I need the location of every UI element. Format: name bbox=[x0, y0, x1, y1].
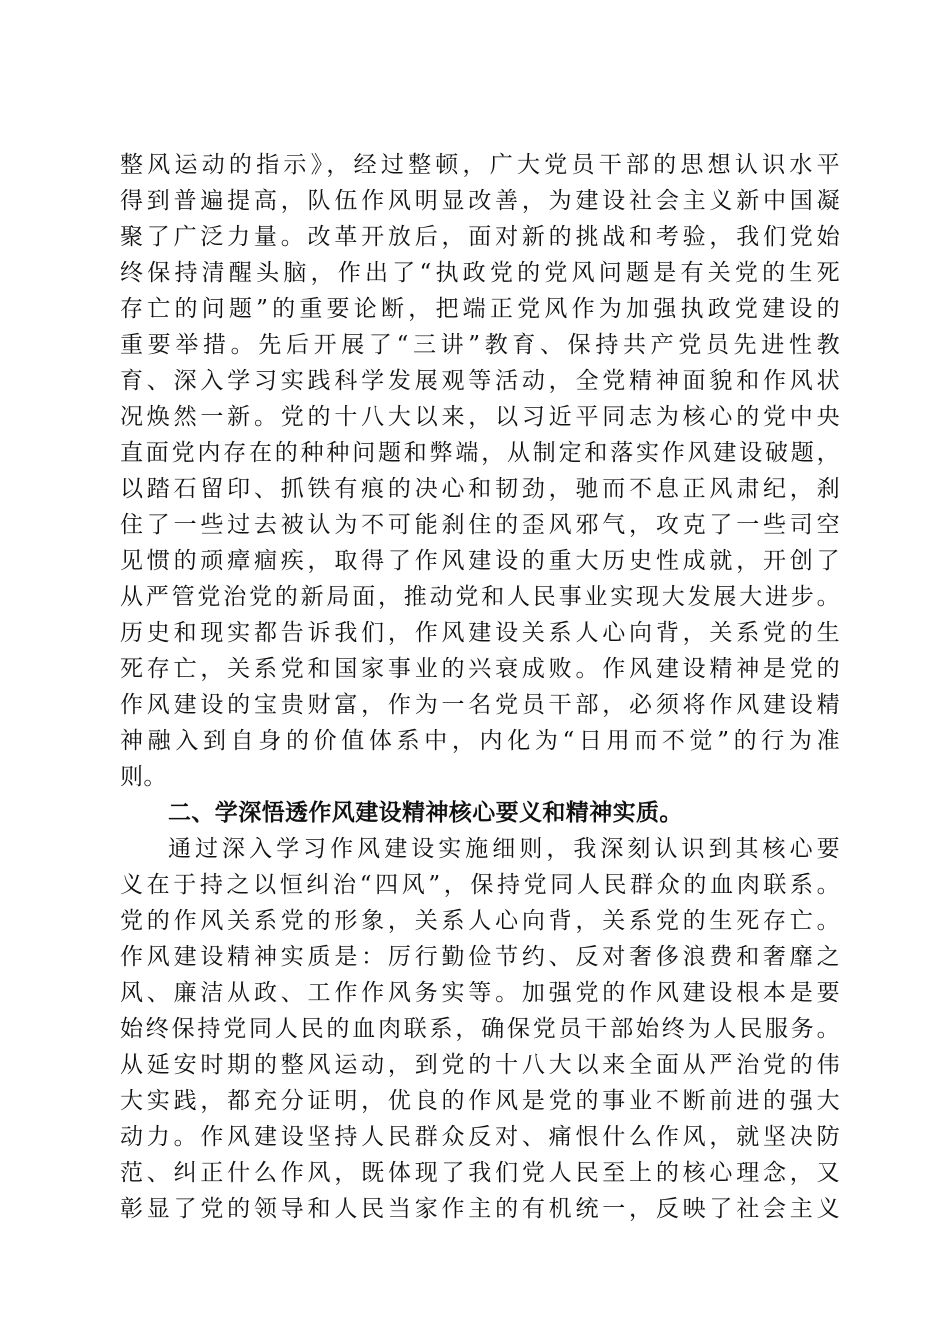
text-line: 死存亡，关系党和国家事业的兴衰成败。作风建设精神是党的 bbox=[120, 656, 840, 682]
text-line: 从严管党治党的新局面，推动党和人民事业实现大发展大进步。 bbox=[120, 584, 840, 610]
text-line: 况焕然一新。党的十八大以来，以习近平同志为核心的党中央 bbox=[120, 404, 840, 430]
text-line: 整风运动的指示》，经过整顿，广大党员干部的思想认识水平 bbox=[120, 152, 840, 178]
text-line: 神融入到自身的价值体系中，内化为“日用而不觉”的行为准 bbox=[120, 728, 840, 754]
text-line: 风、廉洁从政、工作作风务实等。加强党的作风建设根本是要 bbox=[120, 980, 840, 1006]
text-line: 党的作风关系党的形象，关系人心向背，关系党的生死存亡。 bbox=[120, 908, 840, 934]
text-line: 住了一些过去被认为不可能刹住的歪风邪气，攻克了一些司空 bbox=[120, 512, 840, 538]
text-line: 动力。作风建设坚持人民群众反对、痛恨什么作风，就坚决防 bbox=[120, 1124, 840, 1150]
text-line: 作风建设的宝贵财富，作为一名党员干部，必须将作风建设精 bbox=[120, 692, 840, 718]
text-line: 直面党内存在的种种问题和弊端，从制定和落实作风建设破题， bbox=[120, 440, 840, 466]
text-line: 存亡的问题”的重要论断，把端正党风作为加强执政党建设的 bbox=[120, 296, 840, 322]
text-line: 聚了广泛力量。改革开放后，面对新的挑战和考验，我们党始 bbox=[120, 224, 840, 250]
text-line: 通过深入学习作风建设实施细则，我深刻认识到其核心要 bbox=[168, 836, 840, 862]
text-line: 以踏石留印、抓铁有痕的决心和韧劲，驰而不息正风肃纪，刹 bbox=[120, 476, 840, 502]
text-line: 大实践，都充分证明，优良的作风是党的事业不断前进的强大 bbox=[120, 1088, 840, 1114]
text-line: 范、纠正什么作风，既体现了我们党人民至上的核心理念，又 bbox=[120, 1160, 840, 1186]
text-line: 得到普遍提高，队伍作风明显改善，为建设社会主义新中国凝 bbox=[120, 188, 840, 214]
text-line: 从延安时期的整风运动，到党的十八大以来全面从严治党的伟 bbox=[120, 1052, 840, 1078]
section-heading: 二、学深悟透作风建设精神核心要义和精神实质。 bbox=[168, 800, 683, 826]
text-line: 育、深入学习实践科学发展观等活动，全党精神面貌和作风状 bbox=[120, 368, 840, 394]
text-line: 见惯的顽瘴痼疾，取得了作风建设的重大历史性成就，开创了 bbox=[120, 548, 840, 574]
text-line: 彰显了党的领导和人民当家作主的有机统一，反映了社会主义 bbox=[120, 1196, 840, 1222]
text-line: 重要举措。先后开展了“三讲”教育、保持共产党员先进性教 bbox=[120, 332, 840, 358]
text-line: 作风建设精神实质是：厉行勤俭节约、反对奢侈浪费和奢靡之 bbox=[120, 944, 840, 970]
text-line: 始终保持党同人民的血肉联系，确保党员干部始终为人民服务。 bbox=[120, 1016, 840, 1042]
text-line: 则。 bbox=[120, 764, 167, 790]
text-line: 历史和现实都告诉我们，作风建设关系人心向背，关系党的生 bbox=[120, 620, 840, 646]
text-line: 义在于持之以恒纠治“四风”，保持党同人民群众的血肉联系。 bbox=[120, 872, 840, 898]
text-line: 终保持清醒头脑，作出了“执政党的党风问题是有关党的生死 bbox=[120, 260, 840, 286]
